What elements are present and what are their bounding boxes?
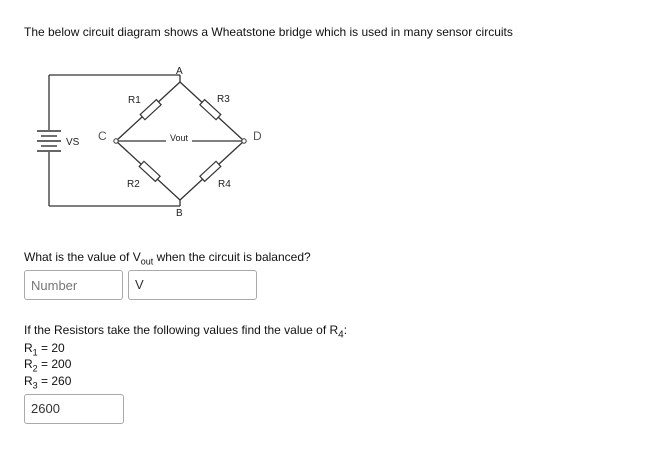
label-c: C [98,129,107,143]
label-vout: Vout [170,133,189,143]
question-r4: If the Resistors take the following values find the value of $R_4$: [24,323,348,341]
label-b: B [176,208,183,219]
label-d: D [253,129,262,143]
resistor-value-r1: $R_1 = 20$ [24,341,65,358]
vout-unit-field[interactable]: V [128,270,257,300]
resistor-value-r3: $R_3 = 260$ [24,374,72,391]
resistor-r1 [140,100,161,120]
question-vout: What is the value of $V_{out}$ when the circuit is balanced? [24,250,311,267]
r4-subscript: 4 [338,329,344,341]
label-r3: R3 [217,94,230,105]
node-d [242,139,246,143]
wheatstone-bridge-diagram [0,0,300,240]
node-c [114,139,118,143]
label-r2: R2 [127,179,140,190]
resistor-value-r2: $R_2 = 200$ [24,357,72,374]
label-vs: VS [66,137,80,148]
r4-answer-input[interactable]: 2600 [24,394,124,424]
battery-icon [37,131,61,151]
vout-number-input[interactable] [24,270,123,300]
label-a: A [176,66,183,77]
resistor-r2 [139,161,160,181]
vout-subscript: out [140,256,154,267]
label-r1: R1 [128,95,141,106]
intro-text: The below circuit diagram shows a Wheatstone bridge which is used in many sensor circuits [24,25,513,39]
label-r4: R4 [218,179,231,190]
